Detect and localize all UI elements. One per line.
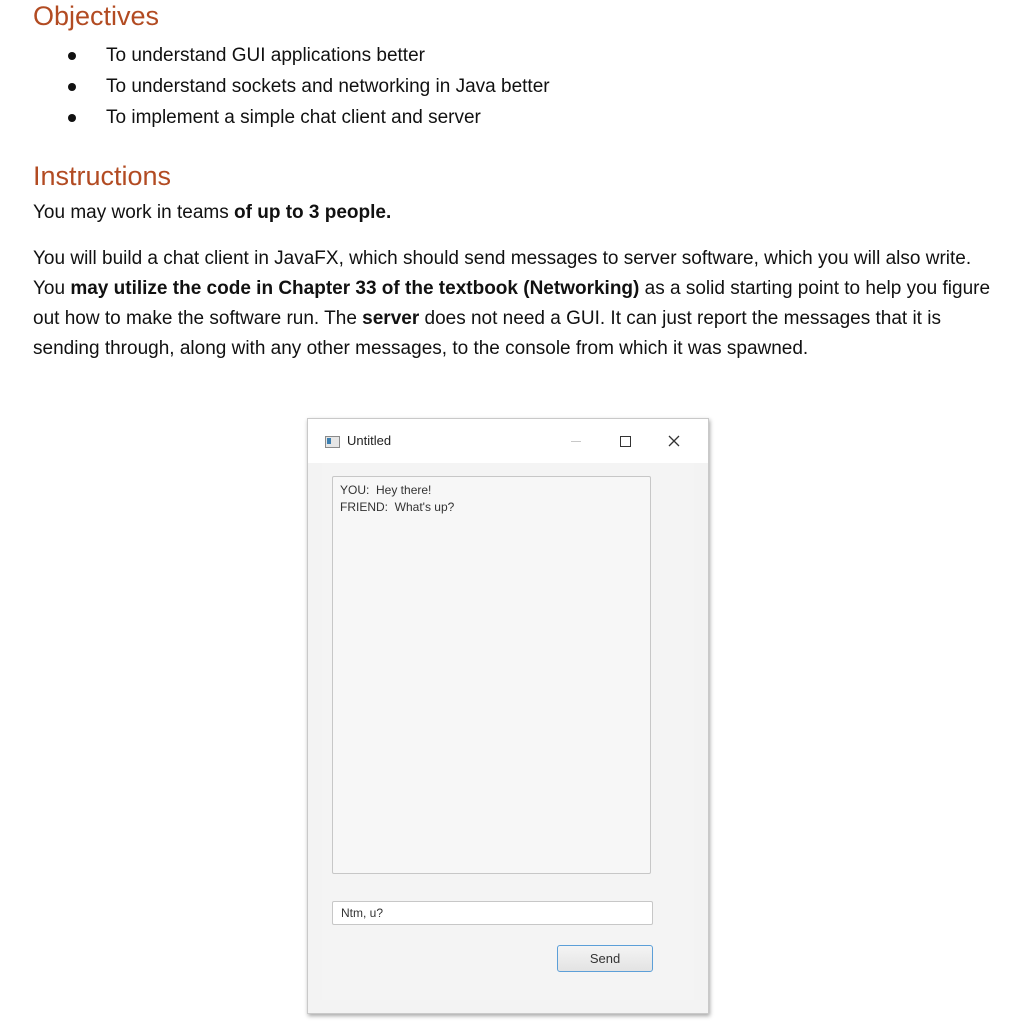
message-input[interactable] — [332, 901, 653, 925]
chat-log[interactable] — [332, 476, 651, 874]
objectives-heading: Objectives — [33, 1, 160, 31]
minimize-icon[interactable] — [564, 429, 588, 453]
bullet-icon — [68, 83, 76, 91]
app-window-icon — [325, 436, 340, 448]
list-item: To implement a simple chat client and server — [0, 102, 550, 133]
list-item: To understand sockets and networking in Java better — [0, 71, 550, 102]
bullet-icon — [68, 52, 76, 60]
chat-window-screenshot — [307, 418, 709, 1014]
list-item: To understand GUI applications better — [0, 40, 550, 71]
objectives-list — [0, 40, 550, 133]
chat-message: YOU: Hey there! — [340, 483, 432, 497]
chat-message: FRIEND: What's up? — [340, 500, 455, 514]
maximize-icon[interactable] — [613, 429, 637, 453]
window-title: Untitled — [347, 433, 392, 448]
bullet-icon — [68, 114, 76, 122]
window-titlebar — [308, 419, 708, 463]
team-paragraph: You may work in teams of up to 3 people. — [33, 202, 392, 223]
description-paragraph: You will build a chat client in JavaFX, which should send messages to server software, which you will also write. You may utilize the code in Chapter 33 of the textbook (Networking) as a solid starting point to help you figure out how to make the software run. The server does not need a GUI. It can just report the messages that it is sending through, along with any other messages, to the console from which it was spawned. — [33, 248, 991, 359]
instructions-heading: Instructions — [33, 161, 172, 191]
send-button[interactable]: Send — [557, 945, 653, 972]
close-icon[interactable] — [662, 429, 686, 453]
